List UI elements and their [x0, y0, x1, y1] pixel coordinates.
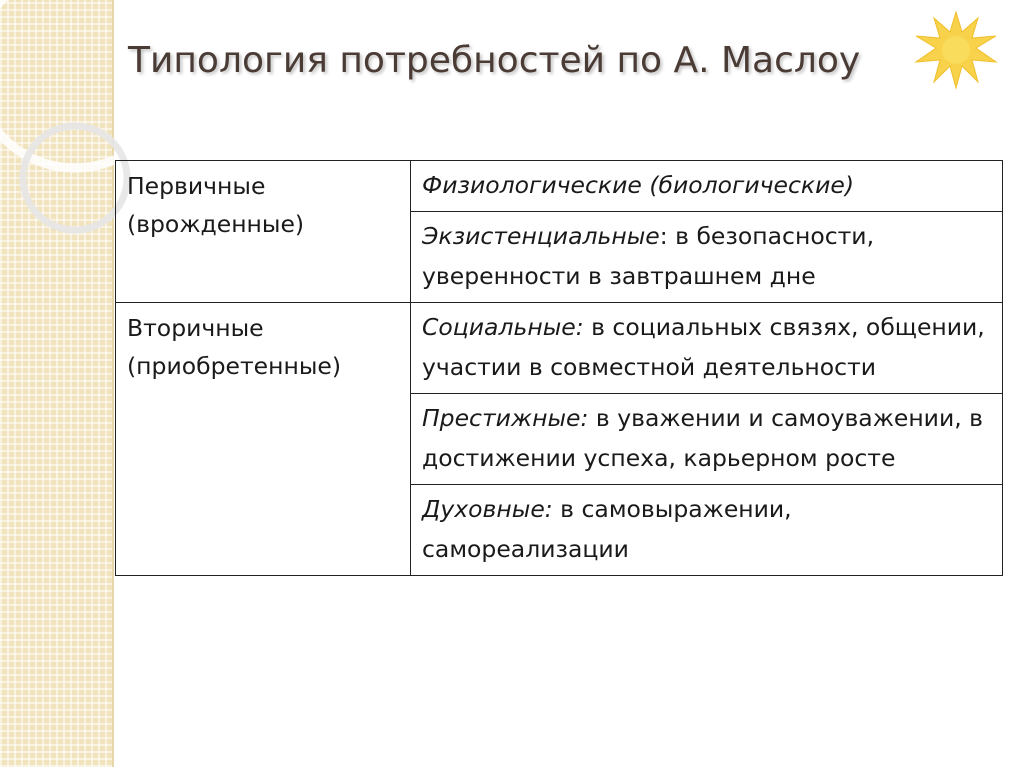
- group-primary: Первичные (врожденные): [116, 161, 411, 303]
- need-existential: [411, 212, 1003, 303]
- need-description: : в безопасности, уверенности в завтрашнем дне: [422, 222, 875, 290]
- group-secondary: Вторичные (приобретенные): [116, 303, 411, 576]
- need-prestige: [411, 394, 1003, 485]
- need-social: [411, 303, 1003, 394]
- table-row: [116, 303, 1003, 394]
- need-term: Духовные:: [422, 495, 553, 523]
- need-description: в социальных связях, общении, участии в совместной деятельности: [422, 313, 985, 381]
- sun-icon: [912, 10, 1000, 90]
- need-description: в самовыражении, самореализации: [422, 495, 792, 563]
- need-term: Престижные:: [422, 404, 589, 432]
- table-row: [116, 161, 1003, 212]
- need-term: Экзистенциальные: [422, 222, 660, 250]
- need-spiritual: [411, 485, 1003, 576]
- need-term: Физиологические (биологические): [422, 171, 855, 199]
- need-term: Социальные:: [422, 313, 584, 341]
- need-physiological: [411, 161, 1003, 212]
- needs-table: [115, 160, 1003, 576]
- slide-title: Типология потребностей по А. Маслоу: [128, 40, 861, 81]
- need-description: в уважении и самоуважении, в достижении успеха, карьерном росте: [422, 404, 984, 472]
